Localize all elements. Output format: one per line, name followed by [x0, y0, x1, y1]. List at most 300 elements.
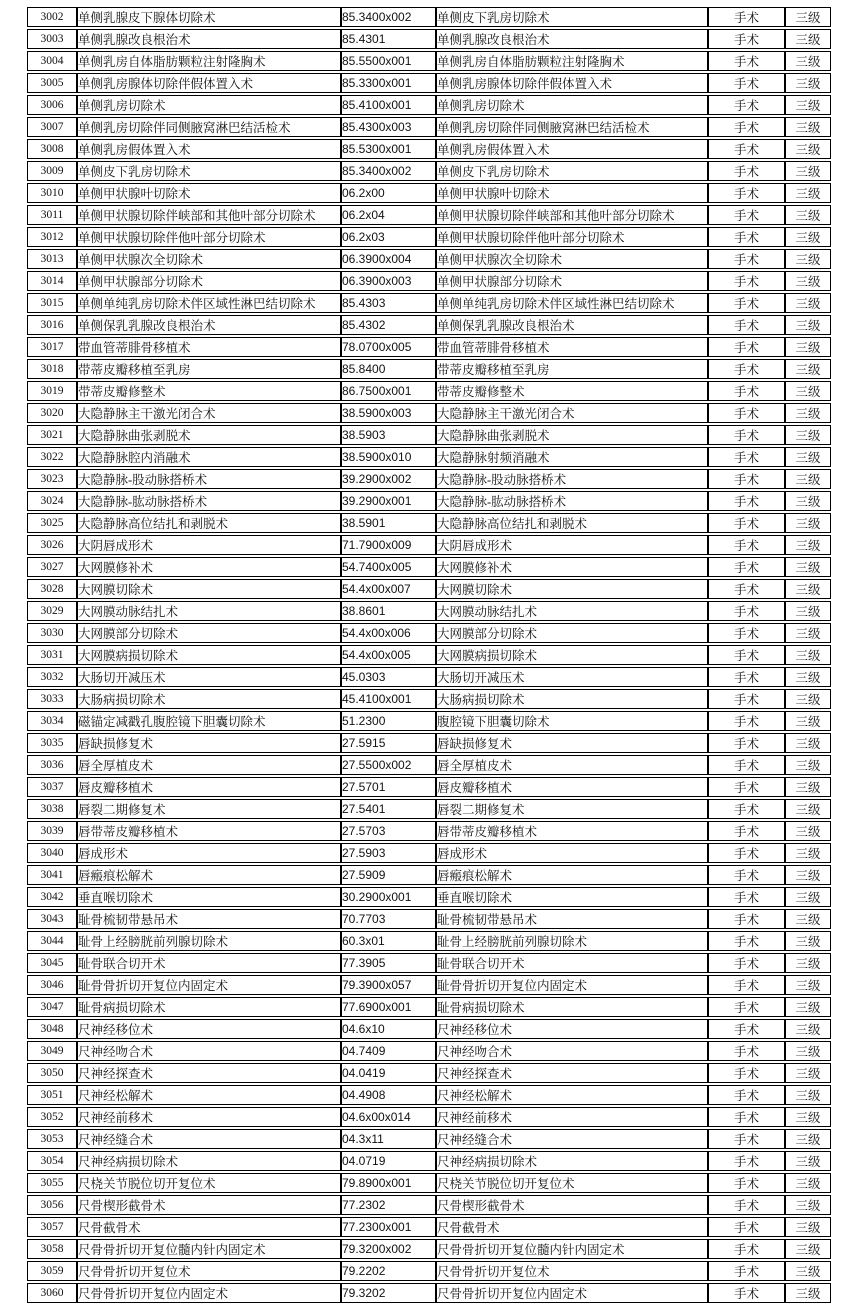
category-cell: 手术 — [708, 601, 785, 621]
table-row — [27, 777, 831, 797]
category-cell: 手术 — [708, 1239, 785, 1259]
procedure-code-cell: 54.4x00x005 — [341, 645, 436, 665]
level-cell: 三级 — [785, 535, 831, 555]
table-row — [27, 821, 831, 841]
table-row — [27, 909, 831, 929]
procedure-code-cell: 85.4302 — [341, 315, 436, 335]
procedure-name-cell: 单侧乳房腺体切除伴假体置入术 — [77, 73, 341, 93]
standard-name-cell: 单侧乳房腺体切除伴假体置入术 — [436, 73, 708, 93]
procedure-name-cell: 单侧甲状腺部分切除术 — [77, 271, 341, 291]
table-row — [27, 931, 831, 951]
category-cell: 手术 — [708, 689, 785, 709]
category-cell: 手术 — [708, 73, 785, 93]
table-row — [27, 1261, 831, 1281]
row-id-cell: 3028 — [27, 579, 77, 599]
table-row — [27, 579, 831, 599]
category-cell: 手术 — [708, 7, 785, 27]
table-row — [27, 447, 831, 467]
row-id-cell: 3018 — [27, 359, 77, 379]
level-cell: 三级 — [785, 711, 831, 731]
procedure-name-cell: 尺神经松解术 — [77, 1085, 341, 1105]
procedure-code-cell: 27.5703 — [341, 821, 436, 841]
procedure-name-cell: 单侧甲状腺切除伴峡部和其他叶部分切除术 — [77, 205, 341, 225]
procedure-name-cell: 耻骨上经膀胱前列腺切除术 — [77, 931, 341, 951]
standard-name-cell: 大隐静脉主干激光闭合术 — [436, 403, 708, 423]
table-row — [27, 755, 831, 775]
category-cell: 手术 — [708, 95, 785, 115]
standard-name-cell: 唇全厚植皮术 — [436, 755, 708, 775]
table-row — [27, 249, 831, 269]
row-id-cell: 3034 — [27, 711, 77, 731]
category-cell: 手术 — [708, 1063, 785, 1083]
level-cell: 三级 — [785, 975, 831, 995]
table-row — [27, 689, 831, 709]
row-id-cell: 3038 — [27, 799, 77, 819]
procedure-name-cell: 大阴唇成形术 — [77, 535, 341, 555]
level-cell: 三级 — [785, 205, 831, 225]
level-cell: 三级 — [785, 403, 831, 423]
standard-name-cell: 大隐静脉-股动脉搭桥术 — [436, 469, 708, 489]
level-cell: 三级 — [785, 425, 831, 445]
procedure-code-cell: 77.2300x001 — [341, 1217, 436, 1237]
standard-name-cell: 大网膜部分切除术 — [436, 623, 708, 643]
procedure-code-cell: 27.5915 — [341, 733, 436, 753]
procedure-name-cell: 尺神经吻合术 — [77, 1041, 341, 1061]
standard-name-cell: 单侧皮下乳房切除术 — [436, 161, 708, 181]
table-row — [27, 1041, 831, 1061]
procedure-code-cell: 79.8900x001 — [341, 1173, 436, 1193]
category-cell: 手术 — [708, 425, 785, 445]
row-id-cell: 3027 — [27, 557, 77, 577]
table-row — [27, 513, 831, 533]
row-id-cell: 3015 — [27, 293, 77, 313]
standard-name-cell: 尺神经松解术 — [436, 1085, 708, 1105]
procedure-name-cell: 耻骨联合切开术 — [77, 953, 341, 973]
category-cell: 手术 — [708, 1283, 785, 1303]
procedure-code-cell: 45.0303 — [341, 667, 436, 687]
procedure-name-cell: 磁锚定减戳孔腹腔镜下胆囊切除术 — [77, 711, 341, 731]
table-row — [27, 139, 831, 159]
table-row — [27, 425, 831, 445]
row-id-cell: 3054 — [27, 1151, 77, 1171]
standard-name-cell: 单侧乳房自体脂肪颗粒注射隆胸术 — [436, 51, 708, 71]
level-cell: 三级 — [785, 887, 831, 907]
category-cell: 手术 — [708, 953, 785, 973]
procedure-code-cell: 04.0419 — [341, 1063, 436, 1083]
row-id-cell: 3009 — [27, 161, 77, 181]
procedure-name-cell: 尺神经移位术 — [77, 1019, 341, 1039]
procedure-code-cell: 04.3x11 — [341, 1129, 436, 1149]
procedure-name-cell: 尺神经探查术 — [77, 1063, 341, 1083]
category-cell: 手术 — [708, 535, 785, 555]
procedure-name-cell: 大隐静脉曲张剥脱术 — [77, 425, 341, 445]
row-id-cell: 3008 — [27, 139, 77, 159]
table-row — [27, 381, 831, 401]
level-cell: 三级 — [785, 909, 831, 929]
table-row — [27, 29, 831, 49]
table-row — [27, 293, 831, 313]
row-id-cell: 3024 — [27, 491, 77, 511]
procedure-name-cell: 单侧单纯乳房切除术伴区域性淋巴结切除术 — [77, 293, 341, 313]
procedure-name-cell: 尺神经缝合术 — [77, 1129, 341, 1149]
level-cell: 三级 — [785, 359, 831, 379]
procedure-name-cell: 带蒂皮瓣移植至乳房 — [77, 359, 341, 379]
level-cell: 三级 — [785, 381, 831, 401]
table-row — [27, 623, 831, 643]
standard-name-cell: 耻骨骨折切开复位内固定术 — [436, 975, 708, 995]
row-id-cell: 3005 — [27, 73, 77, 93]
standard-name-cell: 单侧甲状腺切除伴他叶部分切除术 — [436, 227, 708, 247]
table-row — [27, 1063, 831, 1083]
category-cell: 手术 — [708, 205, 785, 225]
procedure-name-cell: 单侧乳房假体置入术 — [77, 139, 341, 159]
row-id-cell: 3023 — [27, 469, 77, 489]
level-cell: 三级 — [785, 579, 831, 599]
row-id-cell: 3025 — [27, 513, 77, 533]
standard-name-cell: 单侧乳房切除术 — [436, 95, 708, 115]
level-cell: 三级 — [785, 843, 831, 863]
procedure-code-cell: 70.7703 — [341, 909, 436, 929]
procedure-code-cell: 85.5500x001 — [341, 51, 436, 71]
procedure-name-cell: 耻骨梳韧带悬吊术 — [77, 909, 341, 929]
table-row — [27, 997, 831, 1017]
procedure-code-cell: 85.4300x003 — [341, 117, 436, 137]
row-id-cell: 3040 — [27, 843, 77, 863]
level-cell: 三级 — [785, 29, 831, 49]
table-row — [27, 315, 831, 335]
procedure-code-cell: 79.2202 — [341, 1261, 436, 1281]
row-id-cell: 3058 — [27, 1239, 77, 1259]
standard-name-cell: 尺神经缝合术 — [436, 1129, 708, 1149]
table-row — [27, 1239, 831, 1259]
category-cell: 手术 — [708, 733, 785, 753]
category-cell: 手术 — [708, 1261, 785, 1281]
standard-name-cell: 唇瘢痕松解术 — [436, 865, 708, 885]
procedure-name-cell: 尺神经病损切除术 — [77, 1151, 341, 1171]
standard-name-cell: 单侧甲状腺次全切除术 — [436, 249, 708, 269]
procedure-code-cell: 79.3202 — [341, 1283, 436, 1303]
procedure-name-cell: 大隐静脉-股动脉搭桥术 — [77, 469, 341, 489]
table-row — [27, 51, 831, 71]
standard-name-cell: 尺骨截骨术 — [436, 1217, 708, 1237]
row-id-cell: 3048 — [27, 1019, 77, 1039]
category-cell: 手术 — [708, 843, 785, 863]
category-cell: 手术 — [708, 645, 785, 665]
level-cell: 三级 — [785, 1085, 831, 1105]
row-id-cell: 3013 — [27, 249, 77, 269]
level-cell: 三级 — [785, 1173, 831, 1193]
category-cell: 手术 — [708, 1085, 785, 1105]
standard-name-cell: 大肠病损切除术 — [436, 689, 708, 709]
level-cell: 三级 — [785, 821, 831, 841]
table-row — [27, 359, 831, 379]
standard-name-cell: 唇缺损修复术 — [436, 733, 708, 753]
procedure-name-cell: 唇缺损修复术 — [77, 733, 341, 753]
table-row — [27, 117, 831, 137]
level-cell: 三级 — [785, 513, 831, 533]
row-id-cell: 3004 — [27, 51, 77, 71]
procedure-code-cell: 27.5909 — [341, 865, 436, 885]
procedure-name-cell: 唇全厚植皮术 — [77, 755, 341, 775]
row-id-cell: 3006 — [27, 95, 77, 115]
row-id-cell: 3055 — [27, 1173, 77, 1193]
standard-name-cell: 单侧甲状腺部分切除术 — [436, 271, 708, 291]
row-id-cell: 3057 — [27, 1217, 77, 1237]
category-cell: 手术 — [708, 1173, 785, 1193]
level-cell: 三级 — [785, 315, 831, 335]
level-cell: 三级 — [785, 733, 831, 753]
procedure-name-cell: 尺骨骨折切开复位内固定术 — [77, 1283, 341, 1303]
level-cell: 三级 — [785, 51, 831, 71]
procedure-code-cell: 77.6900x001 — [341, 997, 436, 1017]
table-row — [27, 73, 831, 93]
procedure-code-cell: 86.7500x001 — [341, 381, 436, 401]
level-cell: 三级 — [785, 1239, 831, 1259]
row-id-cell: 3012 — [27, 227, 77, 247]
procedure-name-cell: 大网膜动脉结扎术 — [77, 601, 341, 621]
row-id-cell: 3043 — [27, 909, 77, 929]
level-cell: 三级 — [785, 7, 831, 27]
table-row — [27, 865, 831, 885]
category-cell: 手术 — [708, 931, 785, 951]
standard-name-cell: 尺神经探查术 — [436, 1063, 708, 1083]
level-cell: 三级 — [785, 1283, 831, 1303]
standard-name-cell: 尺神经吻合术 — [436, 1041, 708, 1061]
procedure-code-cell: 78.0700x005 — [341, 337, 436, 357]
standard-name-cell: 大隐静脉射频消融术 — [436, 447, 708, 467]
level-cell: 三级 — [785, 1261, 831, 1281]
standard-name-cell: 耻骨联合切开术 — [436, 953, 708, 973]
category-cell: 手术 — [708, 887, 785, 907]
category-cell: 手术 — [708, 579, 785, 599]
row-id-cell: 3037 — [27, 777, 77, 797]
table-row — [27, 843, 831, 863]
category-cell: 手术 — [708, 117, 785, 137]
standard-name-cell: 尺神经病损切除术 — [436, 1151, 708, 1171]
row-id-cell: 3014 — [27, 271, 77, 291]
procedure-name-cell: 单侧甲状腺次全切除术 — [77, 249, 341, 269]
row-id-cell: 3007 — [27, 117, 77, 137]
table-row — [27, 227, 831, 247]
procedure-code-cell: 27.5500x002 — [341, 755, 436, 775]
procedure-code-cell: 30.2900x001 — [341, 887, 436, 907]
category-cell: 手术 — [708, 1129, 785, 1149]
procedure-name-cell: 尺桡关节脱位切开复位术 — [77, 1173, 341, 1193]
row-id-cell: 3056 — [27, 1195, 77, 1215]
standard-name-cell: 单侧甲状腺切除伴峡部和其他叶部分切除术 — [436, 205, 708, 225]
level-cell: 三级 — [785, 689, 831, 709]
level-cell: 三级 — [785, 997, 831, 1017]
standard-name-cell: 耻骨上经膀胱前列腺切除术 — [436, 931, 708, 951]
row-id-cell: 3053 — [27, 1129, 77, 1149]
procedure-name-cell: 大隐静脉腔内消融术 — [77, 447, 341, 467]
row-id-cell: 3029 — [27, 601, 77, 621]
table-row — [27, 491, 831, 511]
table-row — [27, 1195, 831, 1215]
table-row — [27, 1107, 831, 1127]
procedure-code-cell: 45.4100x001 — [341, 689, 436, 709]
table-row — [27, 7, 831, 27]
level-cell: 三级 — [785, 1107, 831, 1127]
standard-name-cell: 耻骨病损切除术 — [436, 997, 708, 1017]
standard-name-cell: 尺骨楔形截骨术 — [436, 1195, 708, 1215]
standard-name-cell: 尺神经前移术 — [436, 1107, 708, 1127]
standard-name-cell: 尺神经移位术 — [436, 1019, 708, 1039]
procedure-code-cell: 85.4301 — [341, 29, 436, 49]
category-cell: 手术 — [708, 997, 785, 1017]
row-id-cell: 3047 — [27, 997, 77, 1017]
procedure-code-cell: 06.3900x004 — [341, 249, 436, 269]
procedure-name-cell: 单侧乳腺皮下腺体切除术 — [77, 7, 341, 27]
table-row — [27, 557, 831, 577]
category-cell: 手术 — [708, 381, 785, 401]
standard-name-cell: 带蒂皮瓣修整术 — [436, 381, 708, 401]
category-cell: 手术 — [708, 975, 785, 995]
level-cell: 三级 — [785, 249, 831, 269]
row-id-cell: 3060 — [27, 1283, 77, 1303]
category-cell: 手术 — [708, 337, 785, 357]
row-id-cell: 3032 — [27, 667, 77, 687]
row-id-cell: 3020 — [27, 403, 77, 423]
table-row — [27, 1129, 831, 1149]
level-cell: 三级 — [785, 469, 831, 489]
category-cell: 手术 — [708, 183, 785, 203]
procedure-code-cell: 85.3400x002 — [341, 161, 436, 181]
table-row — [27, 337, 831, 357]
procedure-code-cell: 85.5300x001 — [341, 139, 436, 159]
row-id-cell: 3052 — [27, 1107, 77, 1127]
procedure-name-cell: 大网膜修补术 — [77, 557, 341, 577]
row-id-cell: 3022 — [27, 447, 77, 467]
procedure-code-cell: 54.7400x005 — [341, 557, 436, 577]
row-id-cell: 3021 — [27, 425, 77, 445]
table-row — [27, 469, 831, 489]
row-id-cell: 3033 — [27, 689, 77, 709]
standard-name-cell: 大阴唇成形术 — [436, 535, 708, 555]
standard-name-cell: 大肠切开减压术 — [436, 667, 708, 687]
level-cell: 三级 — [785, 1041, 831, 1061]
procedure-code-cell: 85.8400 — [341, 359, 436, 379]
table-row — [27, 95, 831, 115]
procedure-code-cell: 77.3905 — [341, 953, 436, 973]
level-cell: 三级 — [785, 799, 831, 819]
level-cell: 三级 — [785, 931, 831, 951]
standard-name-cell: 唇皮瓣移植术 — [436, 777, 708, 797]
category-cell: 手术 — [708, 865, 785, 885]
procedure-name-cell: 单侧乳房自体脂肪颗粒注射隆胸术 — [77, 51, 341, 71]
standard-name-cell: 大网膜病损切除术 — [436, 645, 708, 665]
row-id-cell: 3030 — [27, 623, 77, 643]
table-row — [27, 1173, 831, 1193]
standard-name-cell: 尺骨骨折切开复位内固定术 — [436, 1283, 708, 1303]
procedure-table-body — [27, 7, 831, 1303]
procedure-name-cell: 大隐静脉高位结扎和剥脱术 — [77, 513, 341, 533]
procedure-name-cell: 单侧皮下乳房切除术 — [77, 161, 341, 181]
level-cell: 三级 — [785, 227, 831, 247]
table-row — [27, 205, 831, 225]
procedure-code-cell: 38.8601 — [341, 601, 436, 621]
level-cell: 三级 — [785, 755, 831, 775]
procedure-name-cell: 单侧保乳乳腺改良根治术 — [77, 315, 341, 335]
procedure-name-cell: 单侧乳腺改良根治术 — [77, 29, 341, 49]
category-cell: 手术 — [708, 1041, 785, 1061]
category-cell: 手术 — [708, 29, 785, 49]
standard-name-cell: 尺骨骨折切开复位术 — [436, 1261, 708, 1281]
row-id-cell: 3050 — [27, 1063, 77, 1083]
row-id-cell: 3042 — [27, 887, 77, 907]
table-row — [27, 887, 831, 907]
standard-name-cell: 大隐静脉-肱动脉搭桥术 — [436, 491, 708, 511]
category-cell: 手术 — [708, 161, 785, 181]
standard-name-cell: 尺桡关节脱位切开复位术 — [436, 1173, 708, 1193]
row-id-cell: 3017 — [27, 337, 77, 357]
category-cell: 手术 — [708, 315, 785, 335]
procedure-code-cell: 79.3200x002 — [341, 1239, 436, 1259]
procedure-name-cell: 尺骨骨折切开复位术 — [77, 1261, 341, 1281]
category-cell: 手术 — [708, 403, 785, 423]
row-id-cell: 3019 — [27, 381, 77, 401]
procedure-code-cell: 85.4100x001 — [341, 95, 436, 115]
table-row — [27, 711, 831, 731]
procedure-name-cell: 单侧乳房切除伴同侧腋窝淋巴结活检术 — [77, 117, 341, 137]
standard-name-cell: 唇裂二期修复术 — [436, 799, 708, 819]
standard-name-cell: 垂直喉切除术 — [436, 887, 708, 907]
category-cell: 手术 — [708, 777, 785, 797]
category-cell: 手术 — [708, 249, 785, 269]
standard-name-cell: 单侧乳腺改良根治术 — [436, 29, 708, 49]
row-id-cell: 3016 — [27, 315, 77, 335]
level-cell: 三级 — [785, 667, 831, 687]
category-cell: 手术 — [708, 293, 785, 313]
procedure-code-cell: 54.4x00x006 — [341, 623, 436, 643]
category-cell: 手术 — [708, 447, 785, 467]
level-cell: 三级 — [785, 1217, 831, 1237]
table-row — [27, 1283, 831, 1303]
category-cell: 手术 — [708, 491, 785, 511]
category-cell: 手术 — [708, 513, 785, 533]
row-id-cell: 3026 — [27, 535, 77, 555]
table-row — [27, 161, 831, 181]
level-cell: 三级 — [785, 645, 831, 665]
procedure-code-cell: 38.5903 — [341, 425, 436, 445]
standard-name-cell: 单侧单纯乳房切除术伴区域性淋巴结切除术 — [436, 293, 708, 313]
procedure-name-cell: 尺骨骨折切开复位髓内针内固定术 — [77, 1239, 341, 1259]
standard-name-cell: 唇带蒂皮瓣移植术 — [436, 821, 708, 841]
level-cell: 三级 — [785, 1129, 831, 1149]
procedure-code-cell: 77.2302 — [341, 1195, 436, 1215]
row-id-cell: 3045 — [27, 953, 77, 973]
row-id-cell: 3035 — [27, 733, 77, 753]
level-cell: 三级 — [785, 865, 831, 885]
table-row — [27, 799, 831, 819]
category-cell: 手术 — [708, 469, 785, 489]
procedure-code-cell: 27.5903 — [341, 843, 436, 863]
category-cell: 手术 — [708, 139, 785, 159]
category-cell: 手术 — [708, 1217, 785, 1237]
procedure-code-cell: 51.2300 — [341, 711, 436, 731]
table-row — [27, 271, 831, 291]
standard-name-cell: 大隐静脉高位结扎和剥脱术 — [436, 513, 708, 533]
procedure-name-cell: 大肠病损切除术 — [77, 689, 341, 709]
procedure-code-cell: 06.2x03 — [341, 227, 436, 247]
procedure-name-cell: 带蒂皮瓣修整术 — [77, 381, 341, 401]
procedure-name-cell: 带血管蒂腓骨移植术 — [77, 337, 341, 357]
category-cell: 手术 — [708, 227, 785, 247]
table-row — [27, 1217, 831, 1237]
category-cell: 手术 — [708, 271, 785, 291]
table-row — [27, 601, 831, 621]
row-id-cell: 3059 — [27, 1261, 77, 1281]
